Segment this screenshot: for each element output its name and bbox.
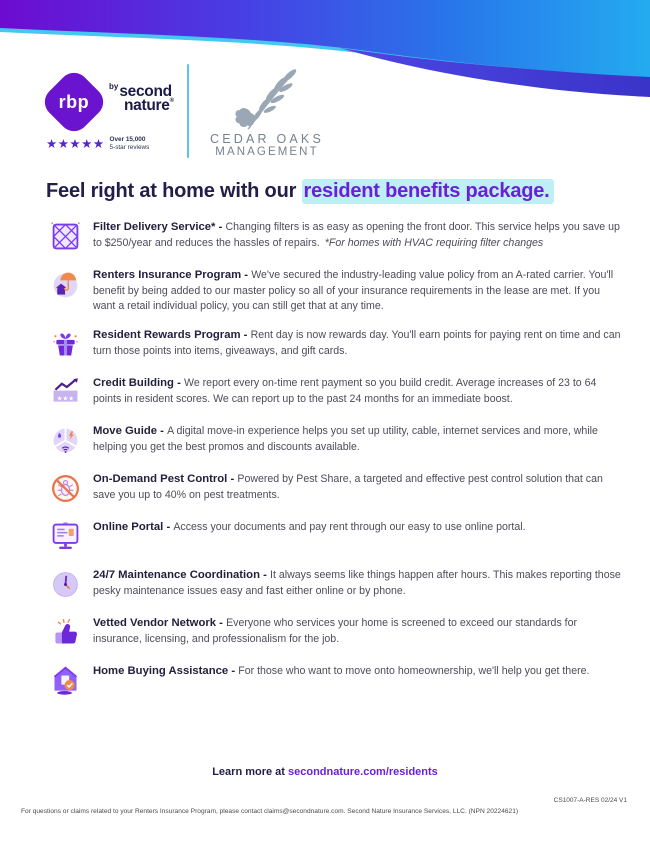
benefit-item-online-portal (46, 520, 622, 553)
benefit-description: We report every on-time rent payment so you build credit. Average increases of 23 to 64 points in resident scores. We can report up to the past 24 months for an immediate boost. (93, 377, 597, 406)
registered-mark: ® (169, 98, 174, 105)
benefit-description: It always seems like things happen after hours. This makes reporting those pesky maintenance issues easy and fast either online or by phone. (93, 569, 621, 598)
thumbs-up-icon (46, 616, 84, 649)
learn-more-line (0, 766, 650, 778)
reviews-count: Over 15,000 (109, 135, 146, 143)
benefit-name: Resident Rewards Program (93, 329, 241, 342)
benefit-separator: - (259, 569, 271, 582)
benefit-text (93, 520, 526, 553)
utilities-icon (46, 424, 84, 457)
reviews-caption: 5-star reviews (109, 143, 150, 151)
clock-icon (46, 568, 84, 601)
benefit-separator: - (215, 221, 226, 233)
benefit-text (93, 268, 622, 313)
title-highlight: resident benefits package. (302, 179, 554, 204)
learn-more-prefix: Learn more at (212, 766, 289, 778)
benefit-name: Home Buying Assistance (93, 665, 229, 678)
benefit-item-resident-rewards (46, 328, 622, 361)
benefit-separator: - (228, 665, 239, 678)
benefit-separator: - (173, 377, 185, 390)
five-stars-icon: ★★★★★ (46, 137, 105, 151)
benefit-separator: - (157, 425, 168, 438)
benefit-description: For those who want to move onto homeownership, we'll help you get there. (238, 665, 590, 678)
benefit-text (93, 616, 622, 649)
by-label: by (109, 81, 119, 91)
benefit-description: Rent day is now rewards day. You'll earn points for paying rent on time and can turn those points into items, giveaways, and gift cards. (93, 329, 621, 358)
benefits-list (46, 220, 622, 697)
benefit-item-move-guide (46, 424, 622, 457)
benefit-item-credit-building (46, 376, 622, 409)
partner-name-line2: MANAGEMENT (215, 145, 319, 158)
benefit-description: We've secured the industry-leading value policy from an A-rated carrier. You'll benefit by being added to our master policy so all of your insurance requirements in the lease are met. If you want a retail individual policy, you can still get that at any time. (93, 269, 614, 312)
benefit-item-home-buying (46, 664, 622, 697)
benefit-description: Everyone who services your home is screened to exceed our standards for insurance, licensing, and professionalism for the job. (93, 617, 578, 646)
gift-icon (46, 328, 84, 361)
benefit-note: *For homes with HVAC requiring filter changes (324, 236, 544, 249)
brand-word-second: second (119, 82, 172, 100)
benefit-text (93, 424, 622, 457)
partner-name-line1: CEDAR OAKS (210, 131, 324, 146)
benefit-name: 24/7 Maintenance Coordination (93, 569, 260, 582)
insurance-disclaimer: For questions or claims related to your Renters Insurance Program, please contact claims@secondnature.com. Second Nature Insurance Services, LLC. (NPN 20224621) (21, 808, 519, 815)
benefit-name: Renters Insurance Program (93, 269, 242, 281)
benefit-separator: - (216, 617, 227, 630)
benefit-text (93, 220, 622, 253)
credit-chart-icon (46, 376, 84, 409)
page-title (46, 180, 622, 203)
home-check-icon (46, 664, 84, 697)
benefit-description: Changing filters is as easy as opening the front door. This service helps you save up to $250/year and reduces the hassles of repairs. (93, 221, 620, 249)
benefit-description: Powered by Pest Share, a targeted and effective pest control solution that can save you up to 40% on pest treatments. (93, 473, 603, 502)
pest-icon (46, 472, 84, 505)
benefit-name: On-Demand Pest Control (93, 473, 228, 486)
benefit-name: Vetted Vendor Network (93, 617, 217, 630)
filter-icon (46, 220, 84, 253)
benefit-name: Filter Delivery Service* (93, 221, 216, 233)
benefit-text (93, 568, 622, 601)
benefit-name: Credit Building (93, 377, 174, 390)
rbp-badge-label: rbp (58, 91, 90, 111)
benefit-separator: - (227, 473, 238, 486)
umbrella-house-icon (46, 268, 84, 313)
brand-word-nature: nature® (124, 97, 174, 115)
benefit-separator: - (240, 329, 251, 342)
benefit-item-maintenance (46, 568, 622, 601)
learn-more-link[interactable]: secondnature.com/residents (288, 766, 438, 778)
benefit-separator: - (163, 521, 174, 534)
benefit-text (93, 376, 622, 409)
monitor-icon (46, 520, 84, 553)
benefit-separator: - (241, 269, 252, 281)
benefit-item-renters-insurance (46, 268, 622, 313)
benefit-text (93, 472, 622, 505)
benefit-item-vendor-network (46, 616, 622, 649)
benefit-item-pest-control (46, 472, 622, 505)
benefit-name: Online Portal (93, 521, 164, 534)
benefit-description: Access your documents and pay rent through our easy to use online portal. (173, 521, 526, 534)
document-code: CS1007-A-RES 02/24 V1 (553, 797, 627, 804)
benefit-text (93, 328, 622, 361)
benefit-text (93, 664, 589, 697)
svg-text:★★★: ★★★ (56, 394, 74, 403)
benefit-name: Move Guide (93, 425, 158, 438)
benefit-item-filter-delivery (46, 220, 622, 253)
title-prefix: Feel right at home with our (46, 180, 302, 202)
benefit-description: A digital move-in experience helps you set up utility, cable, internet services and more, while helping you get the best promos and discounts available. (93, 425, 598, 454)
